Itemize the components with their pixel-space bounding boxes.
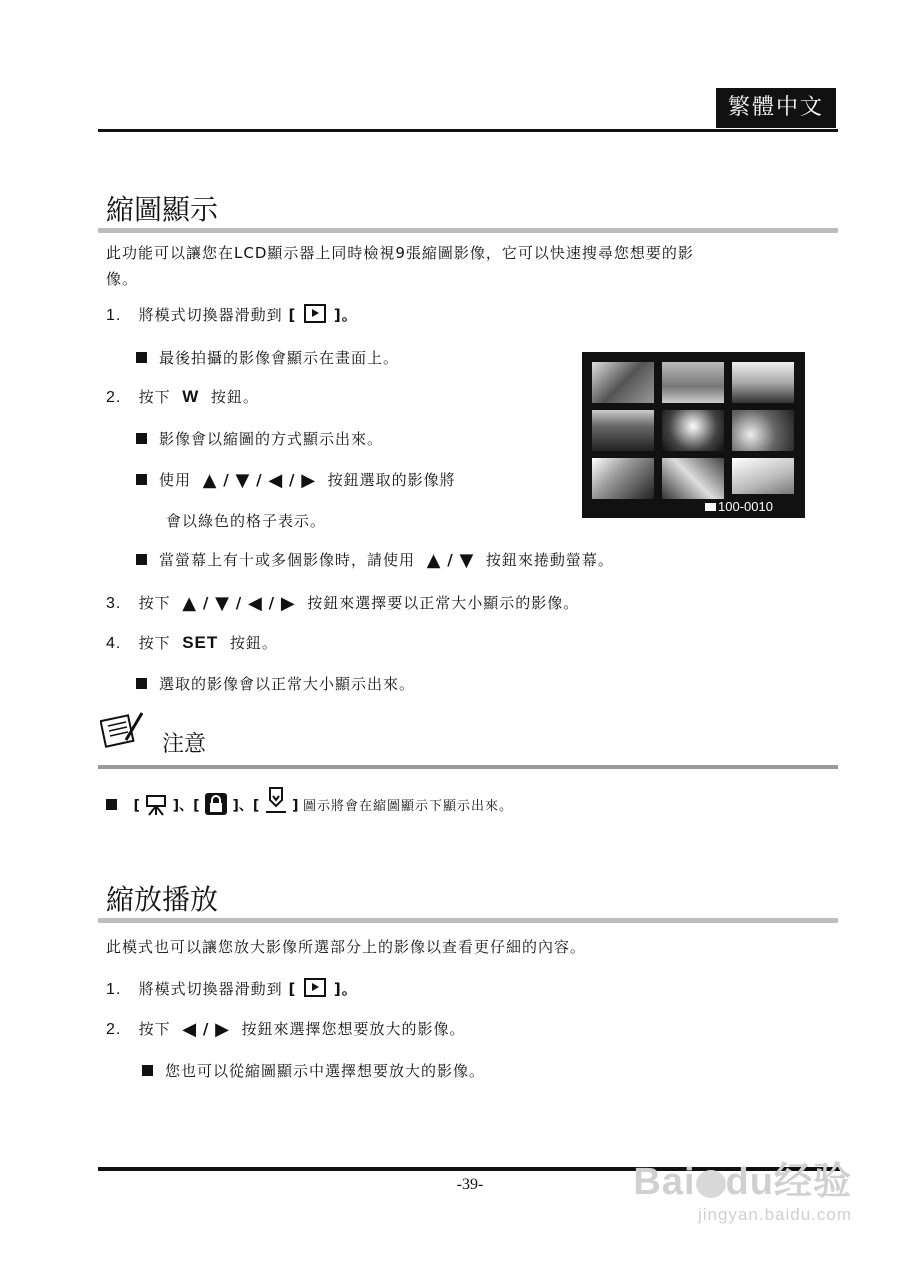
down-arrow-icon: ▼ bbox=[215, 593, 230, 614]
tripod-icon bbox=[144, 794, 168, 816]
thumbnail-grid-image bbox=[582, 352, 805, 518]
section2-step2: 2. 按下 ◀ / ▶ 按鈕來選擇您想要放大的影像。 bbox=[106, 1019, 466, 1040]
thumbnail-8 bbox=[662, 458, 724, 499]
section2-step1: 1. 將模式切換器滑動到 [ ]。 bbox=[106, 980, 358, 998]
step2-bullet1: 影像會以縮圖的方式顯示出來。 bbox=[136, 426, 383, 452]
section-title-zoom: 縮放播放 bbox=[106, 883, 219, 916]
section2-step2-bullet: 您也可以從縮圖顯示中選擇想要放大的影像。 bbox=[142, 1058, 485, 1084]
thumbnail-9 bbox=[732, 458, 794, 494]
play-box-icon bbox=[304, 978, 326, 997]
thumbnail-2 bbox=[662, 362, 724, 403]
section-bar bbox=[98, 918, 838, 923]
step2-bullet3: 當螢幕上有十或多個影像時，請使用 ▲ / ▼ 按鈕來捲動螢幕。 bbox=[136, 547, 614, 574]
step2-bullet2: 使用 ▲ / ▼ / ◀ / ▶ 按鈕選取的影像將 bbox=[136, 467, 456, 494]
folder-icon bbox=[705, 503, 716, 511]
bullet-icon bbox=[136, 678, 147, 689]
left-arrow-icon: ◀ bbox=[268, 470, 284, 491]
notepad-pencil-icon bbox=[100, 710, 144, 748]
baidu-watermark: Bai du经验 jingyan.baidu.com bbox=[633, 1159, 852, 1224]
step1: 1. 將模式切換器滑動到 [ ]。 bbox=[106, 306, 358, 324]
down-arrow-icon: ▼ bbox=[235, 470, 251, 491]
step2-bullet2-cont: 會以綠色的格子表示。 bbox=[166, 512, 327, 530]
protect-download-icon bbox=[264, 786, 288, 816]
right-arrow-icon: ▶ bbox=[301, 470, 317, 491]
step4: 4. 按下 SET 按鈕。 bbox=[106, 633, 278, 652]
bullet-icon bbox=[136, 554, 147, 565]
note-title: 注意 bbox=[162, 732, 207, 757]
up-arrow-icon: ▲ bbox=[426, 550, 442, 571]
step1-bullet: 最後拍攝的影像會顯示在畫面上。 bbox=[136, 345, 399, 371]
left-arrow-icon: ◀ bbox=[248, 593, 263, 614]
note-line: [ ]、[ ]、[ ] 圖示將會在縮圖顯示下顯示出來。 bbox=[106, 786, 513, 816]
thumbnail-1 bbox=[592, 362, 654, 403]
language-badge: 繁體中文 bbox=[716, 88, 836, 128]
down-arrow-icon: ▼ bbox=[459, 550, 475, 571]
bullet-icon bbox=[142, 1065, 153, 1076]
play-box-icon bbox=[304, 304, 326, 323]
bullet-icon bbox=[136, 474, 147, 485]
lock-icon bbox=[204, 792, 228, 816]
file-number-label: 100-0010 bbox=[718, 499, 773, 514]
page-number: -39- bbox=[456, 1176, 484, 1193]
note-bar bbox=[98, 765, 838, 769]
bullet-icon bbox=[136, 352, 147, 363]
step2: 2. 按下 W 按鈕。 bbox=[106, 387, 259, 406]
right-arrow-icon: ▶ bbox=[215, 1019, 230, 1040]
section-bar bbox=[98, 228, 838, 233]
up-arrow-icon: ▲ bbox=[202, 470, 218, 491]
up-arrow-icon: ▲ bbox=[182, 593, 198, 614]
thumbnail-7 bbox=[592, 458, 654, 499]
step4-bullet: 選取的影像會以正常大小顯示出來。 bbox=[136, 671, 415, 697]
left-arrow-icon: ◀ bbox=[182, 1019, 198, 1040]
thumbnail-6 bbox=[732, 410, 794, 451]
header-rule bbox=[98, 129, 838, 132]
bullet-icon bbox=[106, 799, 117, 810]
thumbnail-4 bbox=[592, 410, 654, 451]
bullet-icon bbox=[136, 433, 147, 444]
section1-intro: 此功能可以讓您在LCD顯示器上同時檢視9張縮圖影像，它可以快速搜尋您想要的影 像。 bbox=[106, 244, 694, 288]
step3: 3. 按下 ▲ / ▼ / ◀ / ▶ 按鈕來選擇要以正常大小顯示的影像。 bbox=[106, 593, 580, 614]
paw-icon bbox=[696, 1170, 726, 1198]
section-title-thumbnail: 縮圖顯示 bbox=[106, 193, 219, 226]
right-arrow-icon: ▶ bbox=[280, 593, 296, 614]
section2-intro: 此模式也可以讓您放大影像所選部分上的影像以查看更仔細的內容。 bbox=[106, 938, 587, 956]
thumbnail-3 bbox=[732, 362, 794, 403]
thumbnail-5 bbox=[662, 410, 724, 451]
